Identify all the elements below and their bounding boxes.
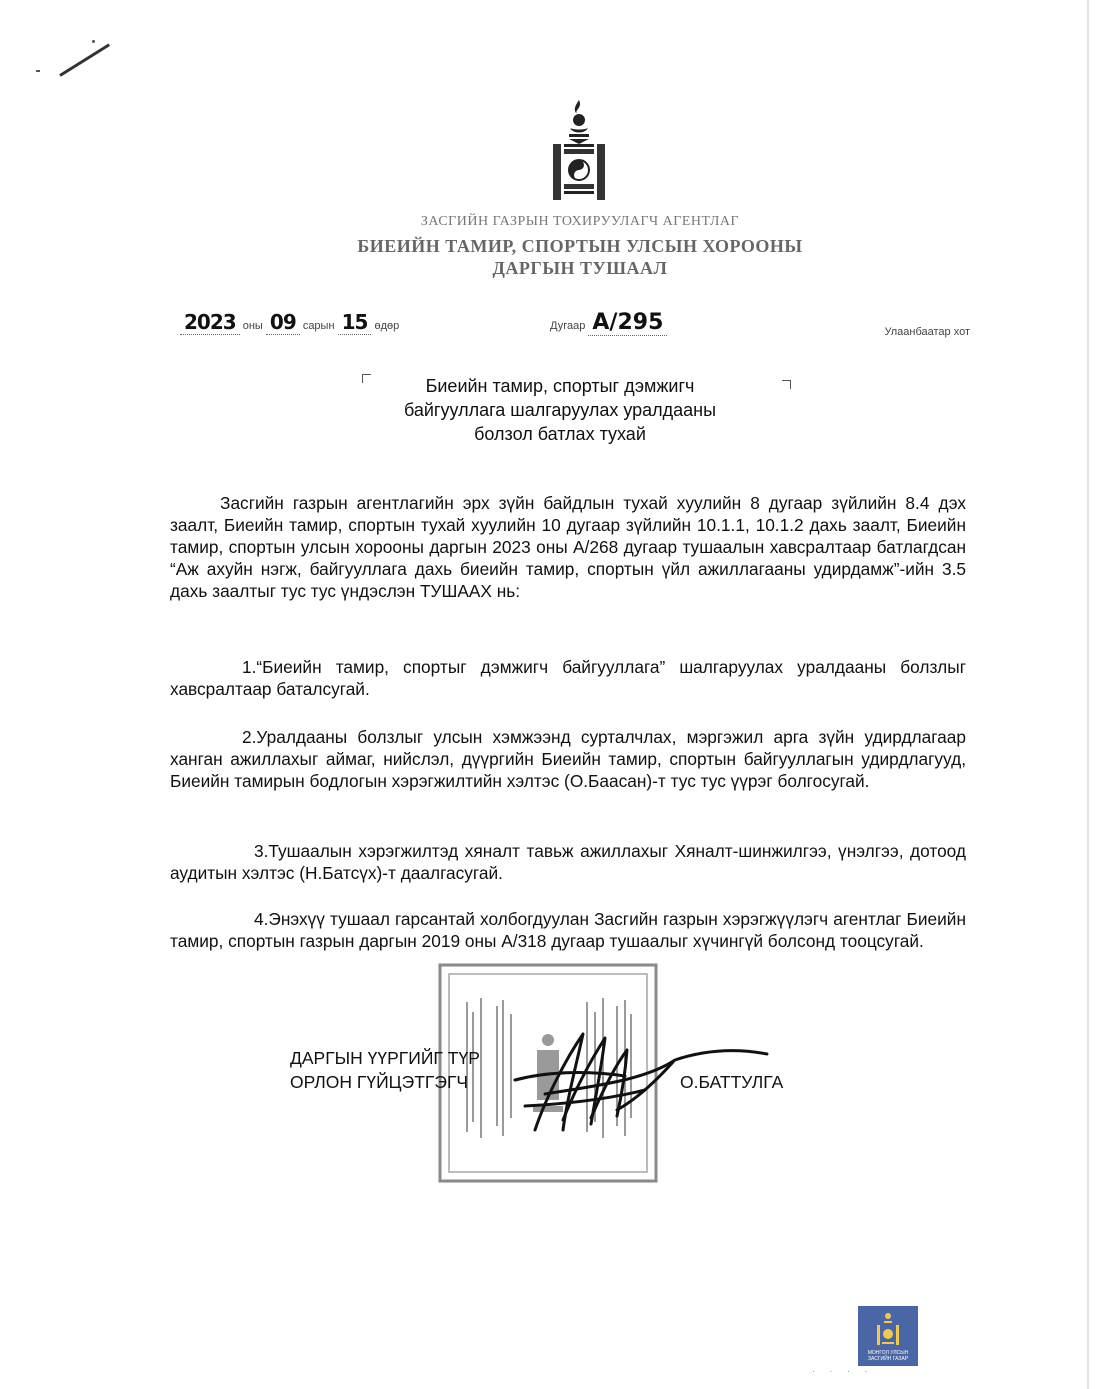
order-number-label: Дугаар — [550, 320, 586, 332]
date-day-suffix: өдөр — [374, 320, 400, 332]
subject-line: болзол батлах тухай — [474, 424, 646, 444]
date-year-suffix: оны — [242, 320, 263, 332]
signatory-name: О.БАТТУЛГА — [680, 1072, 784, 1092]
order-subject — [330, 374, 790, 446]
signatory-title-line: ОРЛОН ГҮЙЦЭТГЭГЧ — [290, 1072, 469, 1092]
signatory-title-line: ДАРГЫН ҮҮРГИЙГ ТҮР — [290, 1048, 480, 1068]
scan-edge — [1087, 0, 1089, 1389]
logo-caption-line: МОНГОЛ УЛСЫН — [867, 1350, 909, 1356]
date-day: 15 — [338, 310, 372, 335]
scan-mark — [59, 43, 110, 76]
government-logo-watermark — [858, 1306, 918, 1366]
soyombo-emblem-icon — [553, 98, 605, 202]
order-item-text: 1.“Биеийн тамир, спортыг дэмжигч байгууллага” шалгаруулах уралдааны болзлыг хавсралтаар баталсугай. — [170, 657, 966, 699]
order-number: А/295 — [588, 310, 667, 336]
order-item-text: 4.Энэхүү тушаал гарсантай холбогдуулан Засгийн газрын хэрэгжүүлэгч агентлаг Биеийн тамир, спортын газрын даргын 2019 оны А/318 дугаар тушаалыг хүчингүй болсонд тооцсугай. — [170, 909, 966, 951]
order-item-1 — [170, 656, 966, 700]
scan-speck — [36, 70, 40, 72]
order-item-3 — [170, 840, 966, 884]
order-item-text: 2.Уралдааны болзлыг улсын хэмжээнд сурталчлах, мэргэжил арга зүйн удирдлагаар ханган ажиллахыг аймаг, нийслэл, дүүргийн Биеийн тамир, спортын байгууллагын удирдлагууд, Биеийн тамирын бодлогын хэрэгжилтийн хэлтэс (О.Баасан)-т тус тус үүрэг болгосугай. — [170, 727, 966, 791]
intro-text: Засгийн газрын агентлагийн эрх зүйн байдлын тухай хуулийн 8 дугаар зүйлийн 8.4 дэх заалт, Биеийн тамир, спортын тухай хуулийн 10 дугаар зүйлийн 10.1.1, 10.1.2 дахь заалт, Биеийн тамир, спортын улсын хорооны даргын 2023 оны А/268 дугаар тушаалын хавсралтаар батлагдсан “Аж ахуйн нэгж, байгууллага дахь биеийн тамир, спортын үйл ажиллагааны удирдамж”-ийн 3.5 дахь заалтыг тус тус үндэслэн ТУШААХ нь: — [170, 493, 966, 601]
order-number-row — [550, 310, 667, 336]
date-month-suffix: сарын — [302, 320, 335, 332]
date-row — [180, 310, 399, 335]
agency-name: ЗАСГИЙН ГАЗРЫН ТОХИРУУЛАГЧ АГЕНТЛАГ — [420, 214, 740, 229]
subject-line: байгууллага шалгаруулах уралдааны — [403, 400, 717, 420]
scan-speck — [92, 40, 95, 43]
date-year: 2023 — [180, 310, 240, 335]
scan-specks: · · · · — [812, 1366, 874, 1376]
date-month: 09 — [266, 310, 300, 335]
organization-name: БИЕИЙН ТАМИР, СПОРТЫН УЛСЫН ХОРООНЫ — [357, 236, 803, 256]
order-item-text: 3.Тушаалын хэрэгжилтэд хяналт тавьж ажиллахыг Хяналт-шинжилгээ, үнэлгээ, дотоод аудитын хэлтэс (Н.Батсүх)-т даалгасугай. — [170, 841, 966, 883]
soyombo-logo-icon — [858, 1306, 918, 1350]
order-item-2 — [170, 726, 966, 792]
logo-caption — [858, 1350, 918, 1362]
subject-line: Биеийн тамир, спортыг дэмжигч — [425, 376, 695, 396]
city-label: Улаанбаатар хот — [884, 326, 970, 338]
order-item-4 — [170, 908, 966, 952]
logo-caption-line: ЗАСГИЙН ГАЗАР — [867, 1356, 909, 1362]
document-type: ДАРГЫН ТУШААЛ — [492, 258, 668, 278]
signatory-title — [290, 1046, 480, 1094]
intro-paragraph — [170, 492, 966, 602]
